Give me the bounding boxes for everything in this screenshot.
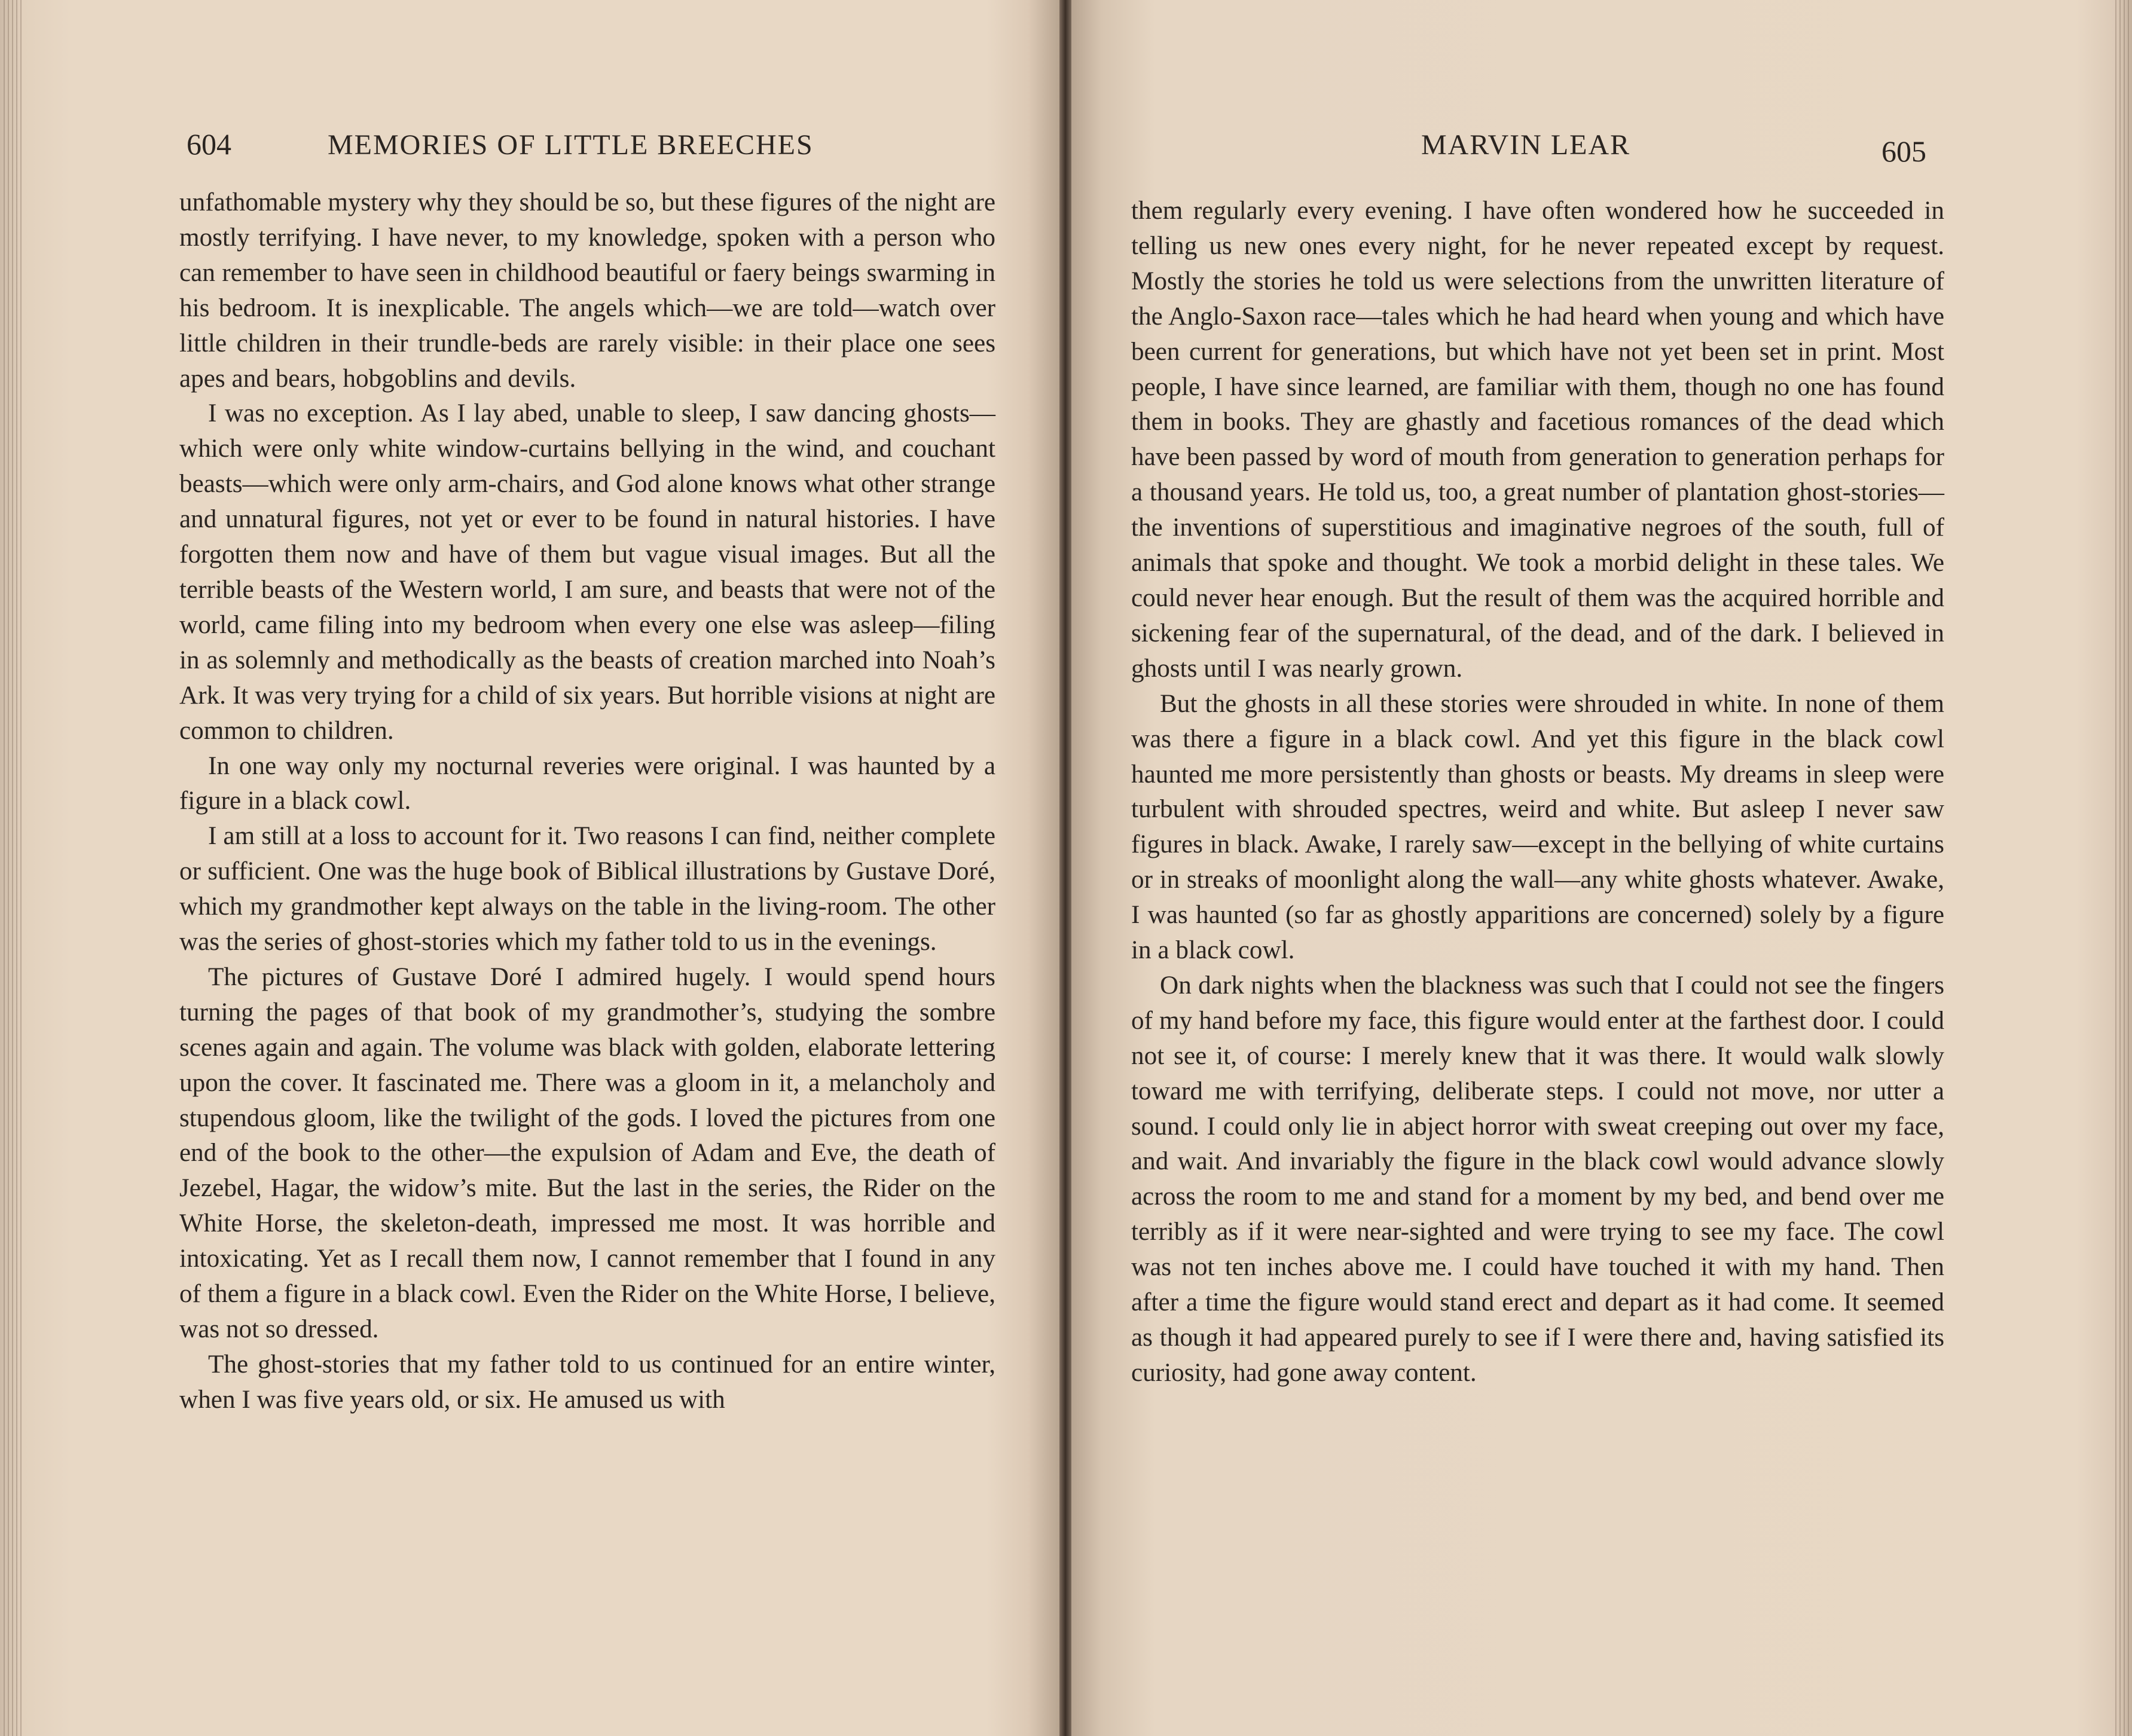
paragraph: I was no exception. As I lay abed, unable to sleep, I saw dancing ghosts—which were only white window-curtains bellying in the wind, and couchant beasts—which were only arm-chairs, and God alone knows what other strange and unnatural figures, not yet or ever to be found in natural histories. I have forgotten them now and have of them but vague visual images. But all the terrible beasts of the Western world, I am sure, and beasts that were not of the world, came filing into my bedroom when every one else was asleep—filing in as solemnly and methodically as the beasts of creation marched into Noah’s Ark. It was very trying for a child of six years. But horrible visions at night are common to children. — [179, 399, 995, 745]
left-page — [0, 0, 1059, 1736]
paragraph: them regularly every evening. I have often wondered how he succeeded in telling us new ones every night, for he never repeated except by request. Mostly the stories he told us were selections from the unwritten literature of the Anglo-Saxon race—tales which he had heard when young and which have been current for generations, but which have not yet been set in print. Most people, I have since learned, are familiar with them, though no one has found them in books. They are ghastly and facetious romances of the dead which have been passed by word of mouth from generation to generation perhaps for a thousand years. He told us, too, a great number of plantation ghost-stories—the inventions of superstitious and imaginative negroes of the south, full of animals that spoke and thought. We took a morbid delight in these tales. We could never hear enough. But the result of them was the acquired horrible and sickening fear of the supernatural, of the dead, and of the dark. I believed in ghosts until I was nearly grown. — [1131, 197, 1944, 683]
paragraph: The pictures of Gustave Doré I admired hugely. I would spend hours turning the pages of that book of my grandmother’s, studying the sombre scenes again and again. The volume was black with golden, elaborate lettering upon the cover. It fascinated me. There was a gloom in it, a melancholy and stupendous gloom, like the twilight of the gods. I loved the pictures from one end of the book to the other—the expulsion of Adam and Eve, the death of Jezebel, Hagar, the widow’s mite. But the last in the series, the Rider on the White Horse, the skeleton-death, impressed me most. It was horrible and intoxicating. Yet as I recall them now, I cannot remember that I found in any of them a figure in a black cowl. Even the Rider on the White Horse, I believe, was not so dressed. — [179, 962, 995, 1343]
page-edge — [2115, 0, 2130, 1736]
paragraph: But the ghosts in all these stories were shrouded in white. In none of them was there a figure in a black cowl. And yet this figure in the black cowl haunted me more persistently than ghosts or beasts. My dreams in sleep were turbulent with shrouded spectres, weird and white. But asleep I never saw figures in black. Awake, I rarely saw—except in the bellying of white curtains or in streaks of moonlight along the wall—any white ghosts whatever. Awake, I was haunted (so far as ghostly apparitions are concerned) solely by a figure in a black cowl. — [1131, 689, 1944, 965]
body-text — [1131, 194, 1944, 1391]
running-head: MEMORIES OF LITTLE BREECHES — [328, 129, 814, 161]
paragraph: In one way only my nocturnal reveries were original. I was haunted by a figure in a black cowl. — [179, 751, 995, 815]
paragraph: The ghost-stories that my father told to us continued for an entire winter, when I was five years old, or six. He amused us with — [179, 1350, 995, 1414]
right-page — [1071, 0, 2132, 1736]
paragraph: On dark nights when the blackness was such that I could not see the fingers of my hand before my face, this figure would enter at the farthest door. I could not see it, of course: I merely knew that it was there. It would walk slowly toward me with terrifying, deliberate steps. I could not move, nor utter a sound. I could only lie in abject horror with sweat creeping out over my face, and wait. And invariably the figure in the black cowl would advance slowly across the room to me and stand for a moment by my bed, and bend over me terribly as if it were near-sighted and were trying to see my face. The cowl was not ten inches above me. I could have touched it with my hand. Then after a time the figure would stand erect and depart as it had come. It seemed as though it had appeared purely to see if I were there and, having satisfied its curiosity, had gone away content. — [1131, 971, 1944, 1387]
paragraph: I am still at a loss to account for it. Two reasons I can find, neither complete or sufficient. One was the huge book of Biblical illustrations by Gustave Doré, which my grandmother kept always on the table in the living-room. The other was the series of ghost-stories which my father told to us in the evenings. — [179, 822, 995, 956]
page-edge — [4, 0, 24, 1736]
paragraph: unfathomable mystery why they should be so, but these figures of the night are mostly terrifying. I have never, to my knowledge, spoken with a person who can remember to have seen in childhood beautiful or faery beings swarming in his bedroom. It is inexplicable. The angels which—we are told—watch over little children in their trundle-beds are rarely visible: in their place one sees apes and bears, hobgoblins and devils. — [179, 188, 995, 393]
running-head: MARVIN LEAR — [1421, 129, 1631, 161]
book-gutter — [1059, 0, 1071, 1736]
page-number: 605 — [1881, 135, 1926, 168]
page-number: 604 — [187, 127, 231, 161]
body-text — [179, 185, 995, 1418]
